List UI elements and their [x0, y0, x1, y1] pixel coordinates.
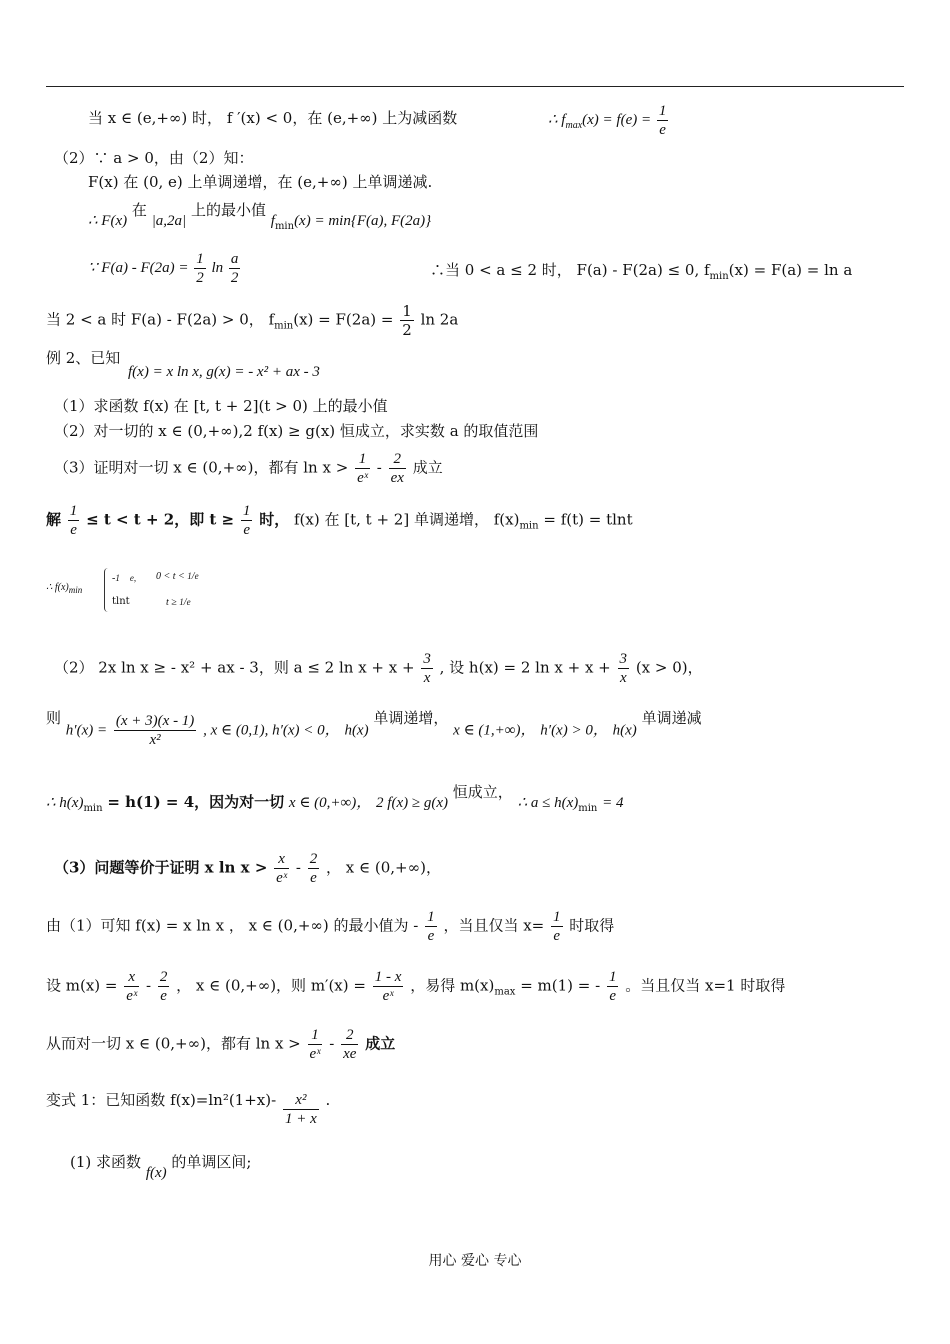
text-span: ln — [211, 259, 224, 276]
text-span: (x) = f(e) = — [582, 111, 652, 128]
text-line-5a — [88, 250, 242, 287]
text-line-4 — [88, 201, 432, 237]
example-2-functions — [128, 362, 320, 382]
text-span: ∴ a ≤ h(x) — [517, 795, 579, 811]
text-span: 1 — [187, 571, 192, 581]
text-span: , 设 h(x) = 2 ln x + x + — [439, 658, 611, 677]
text-span: - — [295, 858, 301, 877]
text-span: 时取得 — [569, 916, 615, 935]
fraction: $\frac{x}{\text{eˣ}}$ — [126, 969, 138, 1004]
text-span: (x) = F(a) = ln a — [728, 261, 853, 279]
piecewise-cond-2: t ≥ 1/e — [166, 597, 191, 608]
variant-1-question-1 — [70, 1152, 252, 1181]
text-span: tlnt — [112, 596, 130, 607]
text-span: 单调递增， — [373, 708, 449, 727]
page-footer: 用心 爱心 专心 — [428, 1253, 522, 1269]
fraction: $\frac{1}{2}$ — [402, 302, 412, 339]
text-span: (1) 求函数 — [70, 1153, 142, 1171]
fraction: $\frac{1}{2}$ — [196, 251, 204, 286]
text-span: （2）∵ a > 0，由（2）知： — [54, 149, 254, 167]
fraction: $\frac{1}{e}$ — [553, 909, 561, 944]
fraction: $\frac{a}{2}$ — [230, 251, 239, 286]
text-span: 1 — [179, 597, 184, 607]
text-span: t ≥ — [166, 597, 177, 608]
text-span: 时， — [259, 510, 290, 529]
piecewise-case-1 — [112, 572, 136, 585]
text-span: ≤ t < t + 2，即 t ≥ — [86, 510, 235, 529]
text-span: , — [133, 573, 137, 583]
solution-1 — [46, 502, 633, 539]
text-span: |a,2a| — [151, 213, 187, 229]
text-span: - — [329, 1034, 335, 1053]
subscript: min — [519, 520, 539, 532]
fraction: $\frac{x}{\text{eˣ}}$ — [276, 851, 288, 886]
fraction: $\frac{(x + 3)(x - 1)}{\text{x²}}$ — [115, 713, 195, 748]
text-span: - — [145, 976, 152, 995]
text-span: （2）对一切的 x ∈ (0,+∞),2 f(x) ≥ g(x) 恒成立，求实数 a 的取值范围 — [54, 422, 539, 440]
fraction: $\frac{2}{ex}$ — [390, 451, 404, 486]
solution-4 — [46, 908, 614, 945]
text-span: 0 < t < — [156, 571, 185, 582]
text-span: x ∈ (1,+∞)， — [453, 722, 536, 739]
fraction: $\frac{1}{e}$ — [427, 909, 435, 944]
text-span: 恒成立， — [452, 783, 513, 801]
solution-min — [46, 783, 624, 819]
text-span: ，易得 m(x) — [410, 976, 495, 995]
text-span: 由（1）可知 f(x) = x ln x ， x ∈ (0,+∞) 的最小值为 - — [46, 916, 419, 935]
fraction: $\frac{1}{e}$ — [658, 103, 667, 138]
fraction: $\frac{\text{x²}}{1 + x}$ — [284, 1092, 317, 1127]
fraction: $\frac{1}{\text{eˣ}}$ — [357, 451, 368, 486]
text-span: (x) = F(2a) = — [293, 310, 394, 329]
subscript: min — [274, 320, 294, 332]
text-span: 1 — [115, 573, 120, 583]
text-line-3 — [88, 172, 432, 192]
text-line-5b — [430, 260, 852, 287]
text-span: （2） 2x ln x ≥ - x² + ax - 3，则 a ≤ 2 ln x + x + — [54, 658, 415, 677]
subscript: max — [494, 986, 516, 998]
header-rule — [46, 86, 904, 87]
text-span: （3）问题等价于证明 x ln x > — [54, 858, 268, 877]
text-span: 变式 1：已知函数 f(x)=ln²(1+x)- — [46, 1091, 277, 1109]
question-1 — [54, 396, 388, 416]
piecewise-lead — [46, 582, 82, 596]
text-span: h(x) — [612, 722, 637, 739]
example-2-heading — [46, 348, 120, 368]
fraction: $\frac{3}{x}$ — [423, 651, 431, 686]
text-span: f(x) 在 [t, t + 2] 单调递增， f(x) — [294, 510, 520, 529]
piecewise-case-2 — [112, 596, 130, 608]
text-span: ∴ F(x) — [88, 213, 128, 229]
text-span: = 4 — [602, 795, 624, 811]
fraction: $\frac{3}{x}$ — [619, 651, 628, 686]
text-span: 上的最小值 — [190, 201, 266, 219]
solution-5 — [46, 968, 785, 1005]
text-span: 成立 — [365, 1034, 396, 1053]
text-span: e — [129, 573, 134, 583]
fraction: $\frac{1}{e}$ — [242, 503, 251, 538]
text-span: 2 f(x) ≥ g(x) — [376, 795, 448, 811]
piecewise-cond-1: 0 < t < 1/e — [156, 571, 199, 582]
solution-derivative — [46, 708, 702, 749]
text-line-2 — [54, 148, 253, 168]
text-span: ln 2a — [420, 310, 459, 329]
fraction: $\frac{1}{\text{eˣ}}$ — [309, 1027, 321, 1062]
solution-6 — [46, 1026, 395, 1063]
text-span: = h(1) = 4，因为对一切 — [107, 793, 285, 811]
text-line-6 — [46, 302, 458, 339]
text-span: ∴ f — [548, 111, 566, 128]
text-span: , x ∈ (0,1), h′(x) < 0， — [203, 722, 340, 739]
text-span: 当 2 < a 时 F(a) - F(2a) > 0， f — [46, 310, 275, 329]
text-span: h′(x) = — [65, 722, 108, 739]
subscript: max — [565, 119, 583, 131]
text-span: F(x) 在 (0, e) 上单调递增，在 (e,+∞) 上单调递减. — [88, 173, 433, 191]
text-span: 单调递减 — [641, 708, 702, 727]
text-span: ∴ h(x) — [46, 795, 84, 811]
text-span: (x) = min{F(a), F(2a)} — [294, 213, 432, 229]
text-span: = m(1) = - — [520, 976, 601, 995]
text-span: f(x) = x ln x, g(x) = - x² + ax - 3 — [128, 364, 320, 380]
text-span: h′(x) > 0， — [540, 722, 608, 739]
fraction: $\frac{1 - x}{\text{eˣ}}$ — [374, 969, 402, 1004]
text-span: ， x ∈ (0,+∞)， — [326, 858, 441, 877]
subscript: min — [83, 803, 103, 814]
piecewise-brace — [104, 568, 111, 612]
text-span: （3）证明对一切 x ∈ (0,+∞)，都有 ln x > — [54, 458, 349, 477]
text-span: e — [186, 597, 191, 607]
text-span: x ∈ (0,+∞)， — [288, 795, 372, 811]
text-span: 的单调区间; — [171, 1153, 252, 1171]
text-span: ∵ F(a) - F(2a) = — [88, 259, 189, 276]
text-span: 解 — [46, 510, 62, 529]
text-span: h(x) — [344, 722, 369, 739]
text-span: 例 2、已知 — [46, 349, 121, 367]
text-span: ∴ f(x) — [46, 582, 69, 593]
text-span: 成立 — [412, 458, 443, 477]
variant-1 — [46, 1090, 330, 1128]
subscript: min — [578, 803, 598, 814]
text-span: 则 — [46, 708, 62, 727]
text-span: （1）求函数 f(x) 在 [t, t + 2](t > 0) 上的最小值 — [54, 397, 388, 415]
text-line-1 — [88, 108, 457, 128]
text-span: . — [325, 1091, 331, 1109]
question-3 — [54, 450, 443, 487]
text-span: ∴当 0 < a ≤ 2 时， F(a) - F(2a) ≤ 0, f — [430, 261, 710, 279]
text-span: 当 x ∈ (e,+∞) 时， f ′(x) < 0，在 (e,+∞) 上为减函数 — [88, 109, 458, 127]
subscript: min — [274, 221, 295, 232]
solution-2 — [54, 650, 703, 687]
text-span: - — [376, 458, 382, 477]
fmax-equation — [548, 102, 670, 139]
text-span: 从而对一切 x ∈ (0,+∞)，都有 ln x > — [46, 1034, 301, 1053]
text-span: ， x ∈ (0,+∞)，则 m′(x) = — [176, 976, 366, 995]
subscript: min — [68, 585, 83, 595]
fraction: $\frac{1}{e}$ — [608, 969, 617, 1004]
text-span: = f(t) = tlnt — [543, 510, 633, 529]
text-span: 设 m(x) = — [46, 976, 118, 995]
text-span: - — [112, 573, 116, 584]
text-span: 在 — [131, 201, 147, 219]
fraction: $\frac{2}{e}$ — [309, 851, 318, 886]
subscript: min — [709, 271, 729, 282]
text-span: f — [270, 213, 275, 229]
text-span: e — [194, 571, 199, 581]
fraction: $\frac{2}{xe}$ — [343, 1027, 357, 1062]
text-span: f(x) — [145, 1165, 167, 1181]
text-span: 。当且仅当 x=1 时取得 — [625, 976, 786, 995]
fraction: $\frac{1}{e}$ — [69, 503, 78, 538]
fraction: $\frac{2}{e}$ — [159, 969, 168, 1004]
question-2 — [54, 421, 538, 441]
text-span: ，当且仅当 x= — [443, 916, 545, 935]
text-span: (x > 0)， — [635, 658, 703, 677]
solution-3 — [54, 850, 441, 887]
